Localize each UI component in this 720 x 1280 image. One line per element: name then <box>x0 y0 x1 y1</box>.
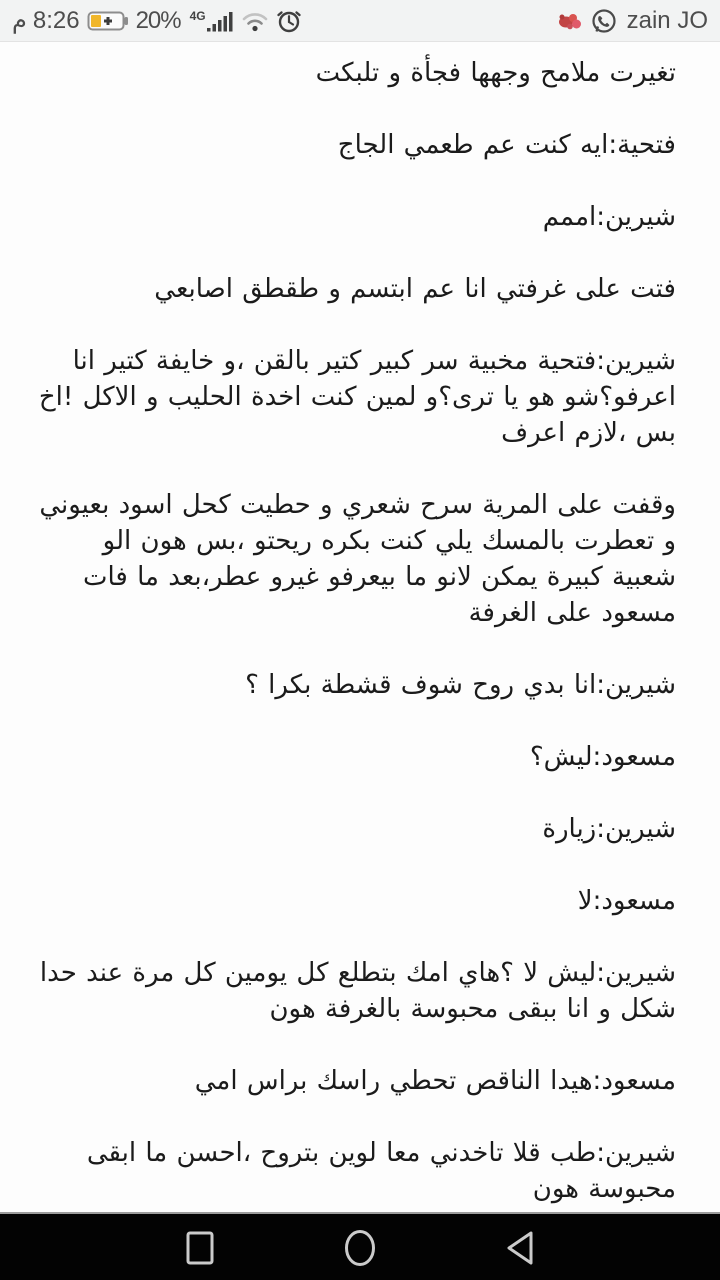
home-button[interactable] <box>320 1214 400 1280</box>
story-paragraph: شيرين:اممم <box>542 202 676 232</box>
status-bar-right <box>557 7 708 35</box>
story-paragraph: وقفت على المرية سرح شعري و حطيت كحل اسود بعيوني و تعطرت بالمسك يلي كنت بكره ريحتو ،بس هون الو شعبية كبيرة يمكن لانو ما بيعرفو غيرو عطر،بعد ما فات مسعود على الغرفة <box>39 490 676 628</box>
story-paragraph: شيرين:ليش لا ؟هاي امك بتطلع كل يومين كل مرة عند حدا شكل و انا ببقى محبوسة بالغرفة هون <box>39 958 676 1024</box>
story-paragraph: شيرين:زيارة <box>542 814 676 844</box>
status-bar-left <box>12 6 302 35</box>
clock-time <box>12 6 80 35</box>
battery-charging-icon <box>87 10 129 32</box>
story-paragraph: شيرين:طب قلا تاخدني معا لوين بتروح ،احسن ما ابقى محبوسة هون <box>86 1138 676 1204</box>
home-circle-icon <box>343 1228 377 1268</box>
red-app-icon <box>557 10 583 32</box>
story-paragraph: مسعود:لا <box>577 886 676 916</box>
whatsapp-icon <box>590 7 618 35</box>
alarm-icon <box>276 8 302 34</box>
carrier-label: zain JO <box>626 6 708 34</box>
time-period: م <box>12 7 27 34</box>
story-paragraph: مسعود:هيدا الناقص تحطي راسك براس امي <box>194 1066 676 1096</box>
story-paragraph: فتحية:ايه كنت عم طعمي الجاج <box>337 130 676 160</box>
network-type-label: 4G <box>189 8 206 23</box>
recents-button[interactable] <box>160 1214 240 1280</box>
story-paragraph: شيرين:انا بدي روح شوف قشطة بكرا ؟ <box>245 670 676 700</box>
battery-percent: 20% <box>135 6 181 34</box>
cell-network <box>190 9 234 33</box>
signal-strength-icon <box>207 9 234 33</box>
story-paragraph: تغيرت ملامح وجهها فجأة و تلبكت <box>315 58 676 88</box>
time-value: 8:26 <box>32 6 80 34</box>
recents-square-icon <box>185 1230 215 1266</box>
back-button[interactable] <box>480 1214 560 1280</box>
story-paragraph: مسعود:ليش؟ <box>529 742 676 772</box>
android-nav-bar <box>0 1212 720 1280</box>
back-triangle-icon <box>503 1229 537 1267</box>
reader-page[interactable] <box>0 43 720 1280</box>
story-paragraph: شيرين:فتحية مخبية سر كبير كتير بالقن ،و خايفة كتير انا اعرفو؟شو هو يا ترى؟و لمين كنت اخدة الحليب و الاكل !اخ بس ،لازم اعرف <box>38 346 676 448</box>
story-paragraph: فتت على غرفتي انا عم ابتسم و طقطق اصابعي <box>154 274 676 304</box>
wifi-icon <box>241 10 269 32</box>
story-text <box>30 55 676 1207</box>
status-bar <box>0 0 720 42</box>
